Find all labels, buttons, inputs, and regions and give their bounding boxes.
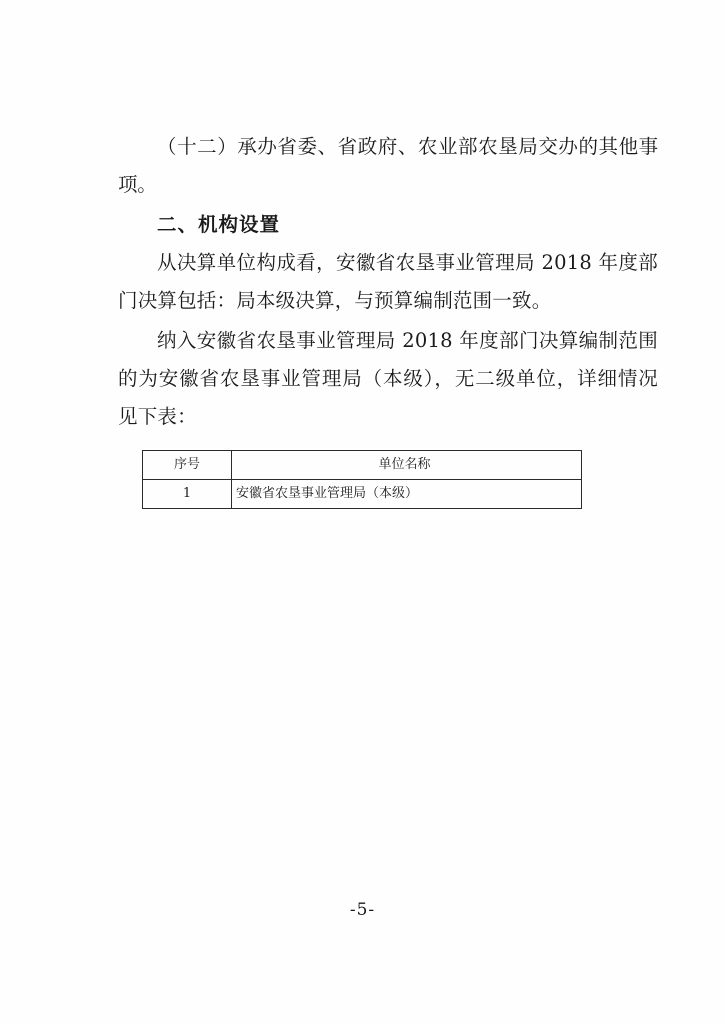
table-header-unit-name: 单位名称 <box>232 451 582 480</box>
paragraph-scope: 纳入安徽省农垦事业管理局 2018 年度部门决算编制范围的为安徽省农垦事业管理局（本级），无二级单位，详细情况见下表： <box>118 329 658 428</box>
table-cell-no: 1 <box>143 480 232 509</box>
document-body <box>118 128 658 509</box>
table-row <box>143 480 582 509</box>
page-number: -5- <box>349 900 376 920</box>
table-cell-unit-name: 安徽省农垦事业管理局（本级） <box>232 480 582 509</box>
table-header-row <box>143 451 582 480</box>
paragraph-composition: 从决算单位构成看，安徽省农垦事业管理局 2018 年度部门决算包括：局本级决算，与预算编制范围一致。 <box>118 251 658 312</box>
section-heading: 二、机构设置 <box>157 213 281 236</box>
paragraph-item-twelve: （十二）承办省委、省政府、农业部农垦局交办的其他事项。 <box>118 135 658 196</box>
table-header-no: 序号 <box>143 451 232 480</box>
unit-table <box>142 450 582 509</box>
